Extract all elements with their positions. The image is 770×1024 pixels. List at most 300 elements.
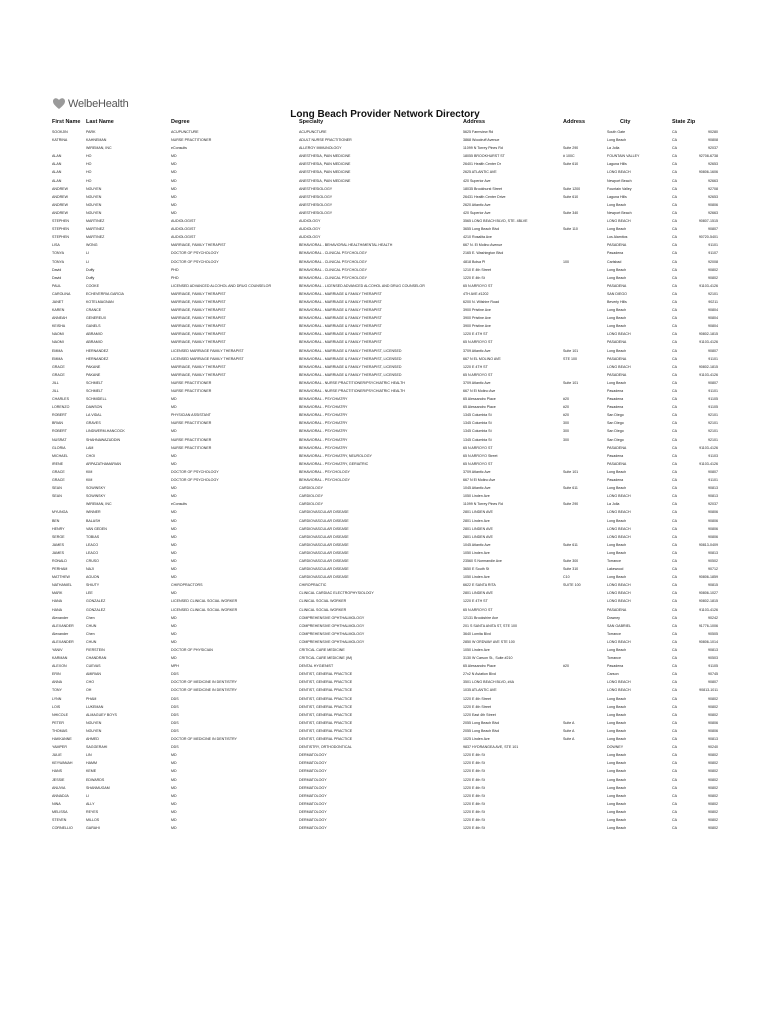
cell-specialty: CRITICAL CARE MEDICINE bbox=[299, 648, 345, 652]
cell-address: 65 N ARROYO ST bbox=[463, 340, 493, 345]
cell-degree: NURSE PRACTITIONER bbox=[171, 445, 212, 450]
cell-last-name: COOKE bbox=[86, 283, 99, 288]
table-row bbox=[0, 800, 770, 808]
cell-state: CA bbox=[672, 364, 677, 369]
table-row bbox=[0, 824, 770, 832]
cell-degree: MD bbox=[171, 429, 177, 434]
cell-address: 1345 Columbia St bbox=[463, 429, 492, 434]
cell-city: SAN DIEGO bbox=[607, 291, 627, 296]
cell-first-name: LORENZO bbox=[52, 405, 70, 410]
cell-specialty: BEHAVIORAL - MARRIAGE & FAMILY THERAPIST bbox=[299, 299, 382, 304]
cell-address-2: Suite A bbox=[563, 720, 575, 725]
cell-city: Long Beach bbox=[607, 809, 627, 814]
cell-first-name: NAOMI bbox=[52, 332, 64, 337]
table-row bbox=[0, 711, 770, 719]
cell-zip: 91103-4126 bbox=[699, 445, 718, 450]
cell-first-name: TONY bbox=[52, 688, 62, 693]
cell-state: CA bbox=[672, 656, 677, 661]
cell-address: 26401 Health Center Dr bbox=[463, 162, 501, 167]
cell-state: CA bbox=[672, 178, 677, 183]
cell-specialty: CARDIOVASCULAR DISEASE bbox=[299, 558, 349, 563]
cell-city: Long Beach bbox=[607, 275, 627, 280]
table-row bbox=[0, 322, 770, 330]
cell-first-name: SOOKJIN bbox=[52, 130, 68, 134]
cell-address: 5625 Farmview Rd bbox=[463, 130, 494, 134]
cell-city: Long Beach bbox=[607, 720, 627, 725]
cell-zip: 91103-4126 bbox=[699, 461, 718, 466]
cell-state: CA bbox=[672, 680, 677, 685]
cell-first-name: ANDREW bbox=[52, 186, 68, 191]
table-row bbox=[0, 703, 770, 711]
cell-city: Pasadena bbox=[607, 453, 624, 458]
cell-first-name: NAOMI bbox=[52, 340, 64, 345]
table-row bbox=[0, 387, 770, 395]
cell-last-name: WINNER bbox=[86, 510, 101, 515]
cell-last-name: PAKANE bbox=[86, 364, 101, 369]
cell-state: CA bbox=[672, 518, 677, 523]
cell-zip: 90806 bbox=[708, 526, 718, 531]
cell-zip: 90802 bbox=[708, 785, 718, 790]
cell-zip: 92101 bbox=[708, 429, 718, 434]
cell-zip: 92663 bbox=[708, 178, 718, 183]
cell-city: LONG BEACH bbox=[607, 526, 631, 531]
cell-specialty: ANESTHESIA, PAIN MEDICINE bbox=[299, 154, 351, 159]
cell-specialty: ANESTHESIOLOGY bbox=[299, 202, 333, 207]
cell-state: CA bbox=[672, 688, 677, 693]
cell-last-name: EDWARDS bbox=[86, 777, 105, 782]
cell-specialty: DERMATOLOGY bbox=[299, 801, 327, 806]
cell-specialty: DERMATOLOGY bbox=[299, 826, 327, 831]
table-row bbox=[0, 719, 770, 727]
cell-state: CA bbox=[672, 558, 677, 563]
table-row bbox=[0, 662, 770, 670]
cell-address: 65 Alessandro Place bbox=[463, 664, 496, 669]
cell-first-name: STEPHEN bbox=[52, 219, 69, 224]
cell-address: 4TH AVE #1202 bbox=[463, 291, 489, 296]
cell-state: CA bbox=[672, 502, 677, 507]
table-row bbox=[0, 533, 770, 541]
table-row bbox=[0, 330, 770, 338]
cell-zip: 92663 bbox=[708, 210, 718, 215]
table-row bbox=[0, 695, 770, 703]
table-row bbox=[0, 606, 770, 614]
cell-state: CA bbox=[672, 745, 677, 750]
cell-first-name: EMMA bbox=[52, 356, 63, 361]
cell-zip: 90806 bbox=[708, 534, 718, 539]
table-row bbox=[0, 209, 770, 217]
cell-city: PASADENA bbox=[607, 356, 627, 361]
cell-degree: DDS bbox=[171, 728, 179, 733]
cell-zip: 91101 bbox=[708, 243, 718, 248]
cell-city: DOWNEY bbox=[607, 745, 624, 750]
cell-city: San Diego bbox=[607, 437, 624, 442]
cell-zip: 90806 bbox=[708, 202, 718, 207]
cell-first-name: HANA bbox=[52, 607, 62, 612]
cell-degree: MARRIAGE, FAMILY THERAPIST bbox=[171, 340, 226, 345]
cell-zip: 92101 bbox=[708, 421, 718, 426]
cell-address: 1220 E 4th St bbox=[463, 761, 485, 766]
cell-state: CA bbox=[672, 720, 677, 725]
table-row bbox=[0, 452, 770, 460]
cell-first-name: STEPHEN bbox=[52, 227, 69, 232]
cell-state: CA bbox=[672, 599, 677, 604]
cell-state: CA bbox=[672, 146, 677, 151]
cell-degree: NURSE PRACTITIONER bbox=[171, 437, 212, 442]
cell-address: 3900 Pristine Ave bbox=[463, 308, 491, 313]
cell-address-2: #20 bbox=[563, 413, 569, 418]
cell-city: Pasadena bbox=[607, 405, 624, 410]
cell-zip: 90280 bbox=[708, 130, 718, 134]
column-header-specialty: Specialty bbox=[299, 119, 324, 125]
cell-city: Long Beach bbox=[607, 769, 627, 774]
cell-city: LONG BEACH bbox=[607, 688, 631, 693]
cell-specialty: BEHAVIORAL - PSYCHIATRY bbox=[299, 397, 348, 402]
cell-degree: MD bbox=[171, 567, 177, 572]
cell-address: 2801 Linden Ave bbox=[463, 518, 490, 523]
cell-degree: NURSE PRACTITIONER bbox=[171, 389, 212, 393]
cell-city: Long Beach bbox=[607, 648, 627, 652]
cell-state: CA bbox=[672, 510, 677, 515]
cell-first-name: SERGE bbox=[52, 534, 65, 539]
cell-degree: DOCTOR OF PSYCHOLOGY bbox=[171, 251, 219, 256]
cell-specialty: DERMATOLOGY bbox=[299, 793, 327, 798]
cell-specialty: BEHAVIORAL - PSYCHIATRY bbox=[299, 445, 348, 450]
cell-address: 65 N ARROYO ST bbox=[463, 372, 493, 377]
column-header-address: Address bbox=[463, 119, 486, 125]
cell-first-name: MICHAEL bbox=[52, 453, 68, 458]
cell-first-name: PAUL bbox=[52, 283, 62, 288]
cell-zip: 90813-0409 bbox=[698, 542, 718, 547]
cell-degree: NURSE PRACTITIONER bbox=[171, 421, 212, 426]
cell-first-name: NHICOLE bbox=[52, 712, 68, 717]
cell-state: CA bbox=[672, 389, 677, 393]
cell-city: PASADENA bbox=[607, 372, 627, 377]
cell-last-name: GARAHI bbox=[86, 826, 100, 831]
cell-address: 1220 E 4th St bbox=[463, 793, 485, 798]
cell-address: 3565 LONG BEACH BLVD, STE. 4BLVE bbox=[463, 219, 528, 224]
cell-first-name: CAROLINA bbox=[52, 291, 71, 296]
cell-zip: 90802 bbox=[708, 769, 718, 774]
cell-specialty: DENTIST, GENERAL PRACTICE bbox=[299, 720, 353, 725]
cell-specialty: ADULT NURSE PRACTITIONER bbox=[299, 138, 352, 143]
cell-degree: MARRIAGE, FAMILY THERAPIST bbox=[171, 291, 226, 296]
cell-first-name: ROBERT bbox=[52, 429, 67, 434]
cell-first-name: LOIS bbox=[52, 704, 61, 709]
cell-city: Pasadena bbox=[607, 251, 624, 256]
cell-city: Long Beach bbox=[607, 469, 627, 474]
cell-zip: 90806 bbox=[708, 720, 718, 725]
cell-zip: 90807 bbox=[708, 348, 718, 353]
cell-degree: MD bbox=[171, 534, 177, 539]
cell-zip: 92708 bbox=[708, 186, 718, 191]
cell-last-name: WIREMAN, INC bbox=[86, 502, 112, 507]
cell-state: CA bbox=[672, 332, 677, 337]
cell-first-name: HANS bbox=[52, 769, 62, 774]
cell-specialty: BEHAVIORAL - NURSE PRACTITIONER/PSYCHIATRIC HEALTH bbox=[299, 380, 405, 385]
table-row bbox=[0, 274, 770, 282]
table-row bbox=[0, 314, 770, 322]
cell-first-name: STEPHEN bbox=[52, 235, 69, 240]
cell-specialty: DERMATOLOGY bbox=[299, 761, 327, 766]
cell-first-name: SEAN bbox=[52, 494, 62, 499]
table-row bbox=[0, 743, 770, 751]
cell-degree: LICENSED MARRIAGE FAMILY THERAPIST bbox=[171, 348, 244, 353]
cell-specialty: AUDIOLOGY bbox=[299, 227, 321, 232]
table-row bbox=[0, 217, 770, 225]
cell-city: LONG BEACH bbox=[607, 534, 631, 539]
cell-first-name: JAMES bbox=[52, 542, 64, 547]
cell-specialty: BEHAVIORAL - MARRIAGE & FAMILY THERAPIST bbox=[299, 332, 382, 337]
cell-last-name: FIERSTEIN bbox=[86, 648, 105, 652]
table-row bbox=[0, 630, 770, 638]
cell-specialty: ANESTHESIA, PAIN MEDICINE bbox=[299, 170, 351, 175]
cell-last-name: LI bbox=[86, 251, 89, 256]
cell-city: Lakewood bbox=[607, 567, 624, 572]
cell-last-name: CHO bbox=[86, 680, 94, 685]
cell-specialty: BEHAVIORAL - CLINICAL PSYCHOLOGY bbox=[299, 259, 367, 264]
cell-zip: 90807-1515 bbox=[698, 219, 718, 224]
cell-degree: MD bbox=[171, 461, 177, 466]
cell-zip: 90745 bbox=[708, 672, 718, 677]
cell-city: Long Beach bbox=[607, 308, 627, 313]
cell-zip: 90806-1859 bbox=[698, 575, 718, 580]
cell-state: CA bbox=[672, 777, 677, 782]
cell-last-name: GONZALEZ bbox=[86, 599, 106, 604]
cell-state: CA bbox=[672, 170, 677, 175]
cell-last-name: OH bbox=[86, 688, 92, 693]
cell-degree: MD bbox=[171, 809, 177, 814]
cell-last-name: LA VIDAL bbox=[86, 413, 102, 418]
cell-first-name: GLORIA bbox=[52, 445, 66, 450]
cell-last-name: SCHMELT bbox=[86, 389, 103, 393]
cell-address: 1220 East 4th Street bbox=[463, 712, 496, 717]
cell-zip: 90806-1606 bbox=[698, 170, 718, 175]
cell-city: PASADENA bbox=[607, 607, 627, 612]
cell-city: PASADENA bbox=[607, 461, 627, 466]
cell-first-name: Alexander bbox=[52, 615, 69, 620]
table-row bbox=[0, 614, 770, 622]
cell-degree: MD bbox=[171, 453, 177, 458]
cell-first-name: HAKKANNE bbox=[52, 737, 72, 742]
table-row bbox=[0, 808, 770, 816]
cell-address: 420 Superior Ave bbox=[463, 210, 491, 215]
cell-address: 1220 E 4th St bbox=[463, 769, 485, 774]
cell-city: Long Beach bbox=[607, 826, 627, 831]
cell-address: 3640 Lomita Blvd bbox=[463, 631, 491, 636]
cell-address: 2801 LINDEN AVE bbox=[463, 534, 493, 539]
cell-last-name: LINDWERM-HANCOCK bbox=[86, 429, 125, 434]
cell-state: CA bbox=[672, 737, 677, 742]
cell-first-name: SEAN bbox=[52, 486, 62, 491]
cell-specialty: DERMATOLOGY bbox=[299, 817, 327, 822]
table-row bbox=[0, 476, 770, 484]
cell-zip: 91103 bbox=[708, 453, 718, 458]
cell-specialty: BEHAVIORAL - BEHAVIORAL HEALTH/MENTAL HEALTH bbox=[299, 243, 393, 248]
cell-last-name: GRAVES bbox=[86, 421, 101, 426]
cell-address: 1220 E 4th St bbox=[463, 809, 485, 814]
cell-last-name: SCHMELT bbox=[86, 380, 103, 385]
table-row bbox=[0, 622, 770, 630]
cell-specialty: DENTIST, GENERAL PRACTICE bbox=[299, 688, 353, 693]
cell-degree: MD bbox=[171, 801, 177, 806]
cell-zip: 90211 bbox=[708, 299, 718, 304]
cell-address-2: Suite 610 bbox=[563, 162, 579, 167]
cell-specialty: CLINICAL SOCIAL WORKER bbox=[299, 599, 347, 604]
cell-city: PASADENA bbox=[607, 283, 627, 288]
cell-specialty: BEHAVIORAL - PSYCHIATRY bbox=[299, 421, 348, 426]
cell-address: 1345 Columbia St bbox=[463, 413, 492, 418]
cell-zip: 91103-4126 bbox=[699, 283, 718, 288]
table-row bbox=[0, 670, 770, 678]
cell-address: 2625 ATLANTIC AVE bbox=[463, 170, 497, 175]
table-row bbox=[0, 403, 770, 411]
cell-first-name: ANDREW bbox=[52, 210, 68, 215]
cell-zip: 90802 bbox=[708, 826, 718, 831]
cell-specialty: ANESTHESIOLOGY bbox=[299, 186, 333, 191]
cell-last-name: HO bbox=[86, 154, 92, 159]
cell-address: 2801 LINDEN AVE bbox=[463, 526, 493, 531]
cell-first-name: ANNA bbox=[52, 680, 62, 685]
cell-last-name: Duffy bbox=[86, 267, 95, 272]
cell-degree: AUDIOLOGIST bbox=[171, 235, 196, 240]
cell-state: CA bbox=[672, 478, 677, 483]
cell-state: CA bbox=[672, 243, 677, 248]
cell-specialty: BEHAVIORAL - LICENSED ADVANCED ALCOHOL AND DRUG COUNSELOR bbox=[299, 283, 425, 288]
cell-state: CA bbox=[672, 753, 677, 758]
cell-last-name: SOWINSKY bbox=[86, 494, 106, 499]
table-row bbox=[0, 371, 770, 379]
cell-specialty: BEHAVIORAL - PSYCHIATRY, GERIATRIC bbox=[299, 461, 369, 466]
cell-state: CA bbox=[672, 615, 677, 620]
cell-first-name: ERIN bbox=[52, 672, 61, 677]
cell-degree: MD bbox=[171, 777, 177, 782]
cell-specialty: BEHAVIORAL - PSYCHIATRY, NEUROLOGY bbox=[299, 453, 372, 458]
table-row bbox=[0, 500, 770, 508]
cell-specialty: BEHAVIORAL - MARRIAGE & FAMILY THERAPIST bbox=[299, 291, 382, 296]
cell-specialty: CLINICAL SOCIAL WORKER bbox=[299, 607, 347, 612]
table-row bbox=[0, 355, 770, 363]
cell-state: CA bbox=[672, 267, 677, 272]
cell-city: Long Beach bbox=[607, 316, 627, 321]
cell-city: LONG BEACH bbox=[607, 599, 631, 604]
cell-zip: 90807 bbox=[708, 680, 718, 685]
cell-zip: 90802 bbox=[708, 696, 718, 701]
cell-zip: 91101 bbox=[708, 389, 718, 393]
cell-specialty: DERMATOLOGY bbox=[299, 777, 327, 782]
cell-specialty: CARDIOVASCULAR DISEASE bbox=[299, 542, 349, 547]
cell-degree: MD bbox=[171, 202, 177, 207]
cell-last-name: CHANDRAN bbox=[86, 656, 107, 661]
cell-address-2: Suite 1200 bbox=[563, 186, 581, 191]
column-header-last-name: Last Name bbox=[86, 119, 114, 125]
cell-first-name: YANIV bbox=[52, 648, 63, 652]
cell-last-name: VAN GEDEN bbox=[86, 526, 107, 531]
table-row bbox=[0, 589, 770, 597]
cell-specialty: BEHAVIORAL - PSYCHOLOGY bbox=[299, 478, 350, 483]
cell-city: Pasadena bbox=[607, 397, 624, 402]
cell-specialty: CARDIOLOGY bbox=[299, 486, 323, 491]
table-row bbox=[0, 427, 770, 435]
cell-city: LONG BEACH bbox=[607, 680, 631, 685]
cell-degree: AUDIOLOGIST bbox=[171, 227, 196, 232]
cell-city: LONG BEACH bbox=[607, 494, 631, 499]
cell-specialty: BEHAVIORAL - MARRIAGE & FAMILY THERAPIST, LICENSED bbox=[299, 348, 402, 353]
cell-specialty: BEHAVIORAL - NURSE PRACTITIONER/PSYCHIATRIC HEALTH bbox=[299, 389, 405, 393]
cell-degree: MARRIAGE, FAMILY THERAPIST bbox=[171, 299, 226, 304]
cell-degree: MD bbox=[171, 526, 177, 531]
cell-address: 65 Alessandro Place bbox=[463, 397, 496, 402]
cell-zip: 90808 bbox=[708, 138, 718, 143]
cell-zip: 90807 bbox=[708, 380, 718, 385]
cell-address: 6622 E SANTA RITA bbox=[463, 583, 496, 588]
cell-zip: 90802 bbox=[708, 761, 718, 766]
cell-address: 65 N ARROYO ST bbox=[463, 445, 493, 450]
cell-state: CA bbox=[672, 235, 677, 240]
cell-last-name: KOTELMAGNAN bbox=[86, 299, 114, 304]
cell-specialty: BEHAVIORAL - PSYCHIATRY bbox=[299, 437, 348, 442]
cell-degree: LICENSED CLINICAL SOCIAL WORKER bbox=[171, 599, 238, 604]
cell-city: LONG BEACH bbox=[607, 639, 631, 644]
cell-address: 26431 Health Center Drive bbox=[463, 194, 506, 199]
cell-city: Long Beach bbox=[607, 550, 627, 555]
table-row bbox=[0, 306, 770, 314]
cell-last-name: HERNANDEZ bbox=[86, 348, 109, 353]
cell-first-name: BEN bbox=[52, 518, 60, 523]
cell-address: 2165 E. Washington Blvd bbox=[463, 251, 504, 256]
cell-last-name: PHAM bbox=[86, 696, 97, 701]
cell-last-name: SOWINSKY bbox=[86, 486, 106, 491]
cell-first-name: EMMA bbox=[52, 348, 63, 353]
cell-city: Pasadena bbox=[607, 389, 624, 393]
cell-state: CA bbox=[672, 607, 677, 612]
cell-state: CA bbox=[672, 494, 677, 499]
cell-degree: CHIROPRACTORS bbox=[171, 583, 203, 588]
cell-zip: 90242 bbox=[708, 615, 718, 620]
cell-address: 3709 Atlantic Ave bbox=[463, 469, 491, 474]
cell-first-name: David bbox=[52, 275, 62, 280]
cell-first-name: HANA bbox=[52, 599, 62, 604]
cell-address: 1220 E 4th St bbox=[463, 817, 485, 822]
cell-zip: 90503 bbox=[708, 656, 718, 661]
cell-zip: 90802 bbox=[708, 275, 718, 280]
cell-state: CA bbox=[672, 429, 677, 434]
cell-state: CA bbox=[672, 575, 677, 580]
cell-zip: 90804 bbox=[708, 308, 718, 313]
cell-address: 1210 E 4th Street bbox=[463, 267, 491, 272]
cell-specialty: DENTIST, GENERAL PRACTICE bbox=[299, 672, 353, 677]
cell-first-name: NUSRAT bbox=[52, 437, 67, 442]
cell-address: 1220 E 4TH ST bbox=[463, 332, 488, 337]
cell-state: CA bbox=[672, 405, 677, 410]
cell-last-name: SHANMUGAM bbox=[86, 785, 110, 790]
cell-last-name: ALMAGUEY BOYS bbox=[86, 712, 117, 717]
cell-city: Long Beach bbox=[607, 138, 627, 143]
table-row bbox=[0, 792, 770, 800]
cell-specialty: BEHAVIORAL - MARRIAGE & FAMILY THERAPIST, LICENSED bbox=[299, 372, 402, 377]
cell-first-name: GRACE bbox=[52, 469, 65, 474]
table-row bbox=[0, 784, 770, 792]
cell-state: CA bbox=[672, 324, 677, 329]
cell-last-name: LI bbox=[86, 793, 89, 798]
column-header-state: State bbox=[672, 119, 686, 125]
cell-address-2: # 100C bbox=[563, 154, 575, 159]
table-row bbox=[0, 193, 770, 201]
column-header-city: City bbox=[620, 119, 631, 125]
cell-first-name: ALEXON bbox=[52, 664, 67, 669]
cell-degree: MD bbox=[171, 753, 177, 758]
cell-specialty: BEHAVIORAL - MARRIAGE & FAMILY THERAPIST bbox=[299, 316, 382, 321]
cell-zip: 90802 bbox=[708, 817, 718, 822]
